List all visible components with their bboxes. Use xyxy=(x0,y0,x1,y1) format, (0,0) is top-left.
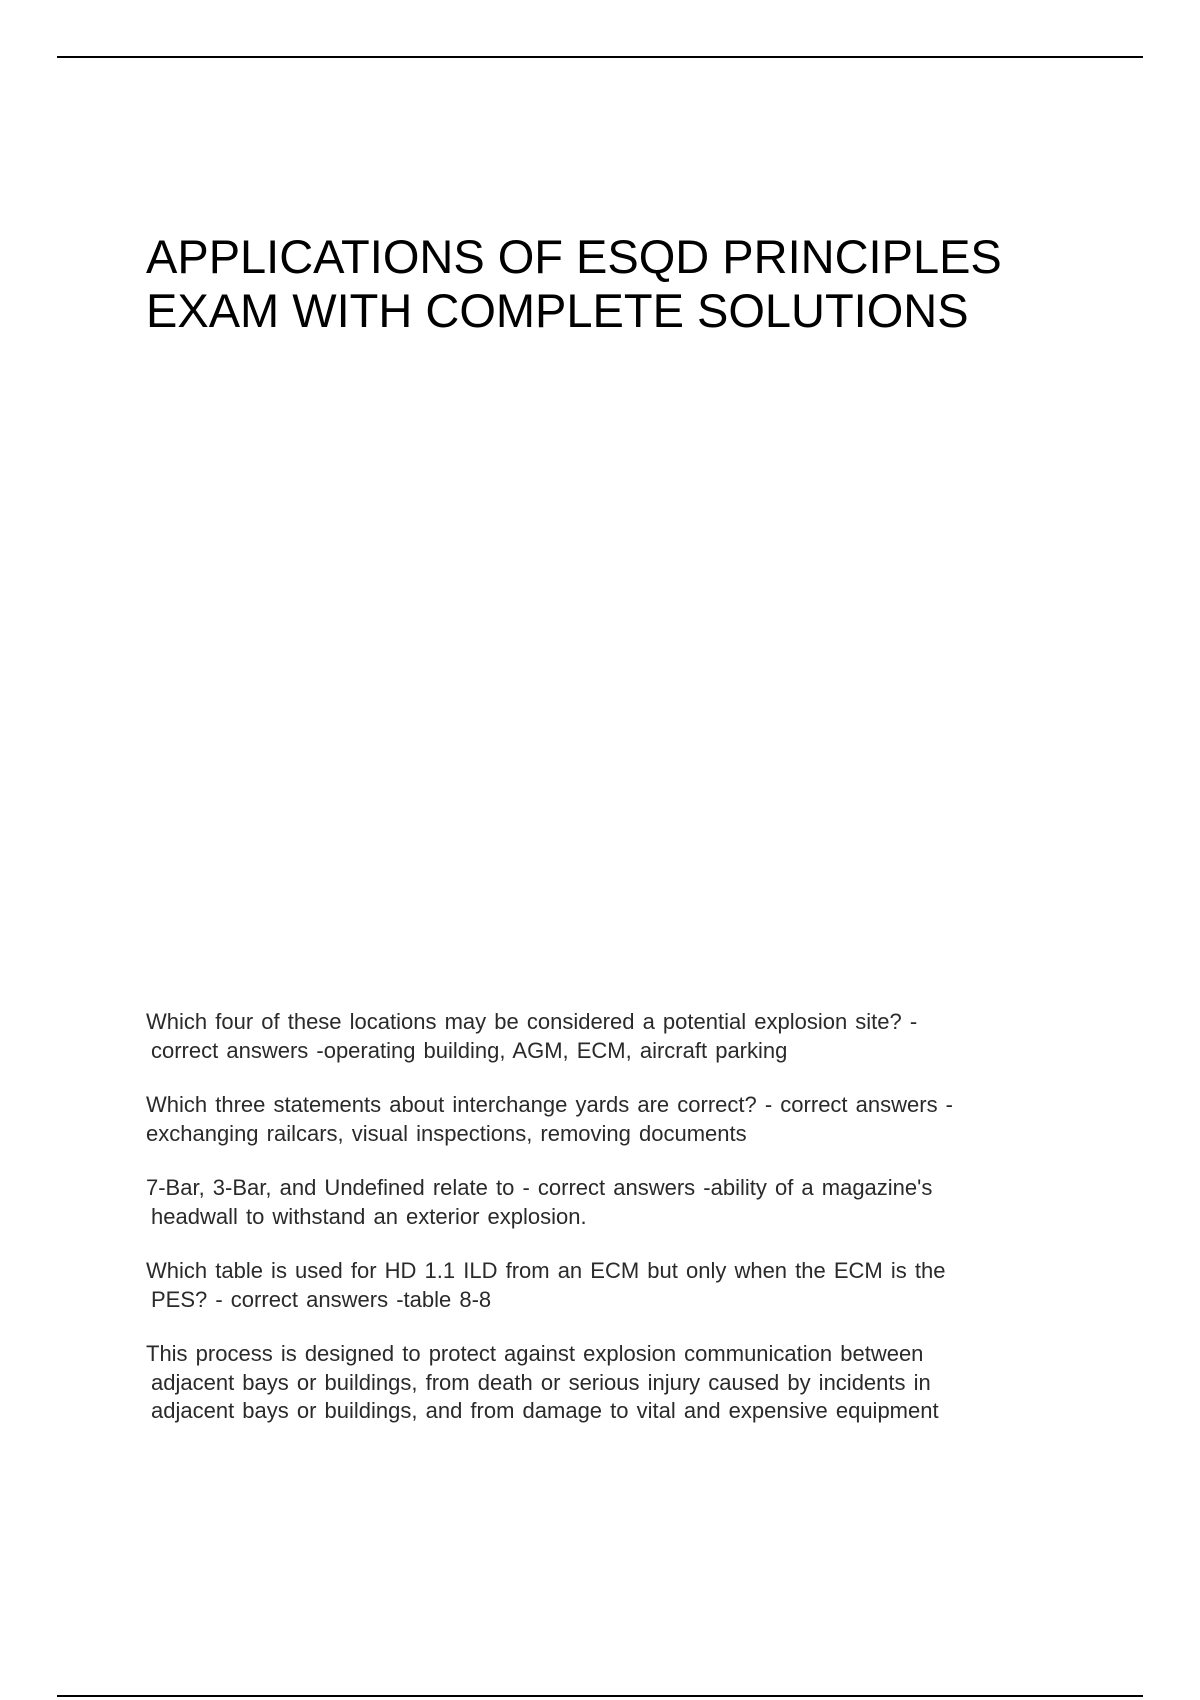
qa-item-3 xyxy=(146,1174,1066,1231)
qa-item-1 xyxy=(146,1008,1066,1065)
qa-item-2 xyxy=(146,1091,1066,1148)
qa-item-line: This process is designed to protect against explosion communication between xyxy=(146,1341,924,1366)
qa-item-5 xyxy=(146,1340,1066,1426)
qa-item-line: PES? - correct answers -table 8-8 xyxy=(151,1286,492,1312)
qa-item-line: Which three statements about interchange yards are correct? - correct answers - xyxy=(146,1092,954,1117)
qa-item-line: adjacent bays or buildings, and from damage to vital and expensive equipment xyxy=(151,1398,939,1423)
question-answer-list xyxy=(146,1008,1066,1452)
qa-item-line: exchanging railcars, visual inspections, removing documents xyxy=(146,1120,747,1146)
title-line-1: APPLICATIONS OF ESQD PRINCIPLES xyxy=(146,230,1002,283)
qa-item-line: adjacent bays or buildings, from death or serious injury caused by incidents in xyxy=(151,1369,931,1395)
document-title xyxy=(146,230,1106,338)
top-divider xyxy=(57,56,1143,58)
qa-item-4 xyxy=(146,1257,1066,1314)
qa-item-line: 7-Bar, 3-Bar, and Undefined relate to - correct answers -ability of a magazine's xyxy=(146,1175,933,1200)
qa-item-line: headwall to withstand an exterior explosion. xyxy=(151,1203,587,1229)
qa-item-line: Which table is used for HD 1.1 ILD from an ECM but only when the ECM is the xyxy=(146,1258,946,1283)
bottom-divider xyxy=(57,1695,1143,1697)
qa-item-line: Which four of these locations may be considered a potential explosion site? - xyxy=(146,1009,918,1034)
title-line-2: EXAM WITH COMPLETE SOLUTIONS xyxy=(146,284,969,337)
qa-item-line: correct answers -operating building, AGM, ECM, aircraft parking xyxy=(151,1037,788,1063)
